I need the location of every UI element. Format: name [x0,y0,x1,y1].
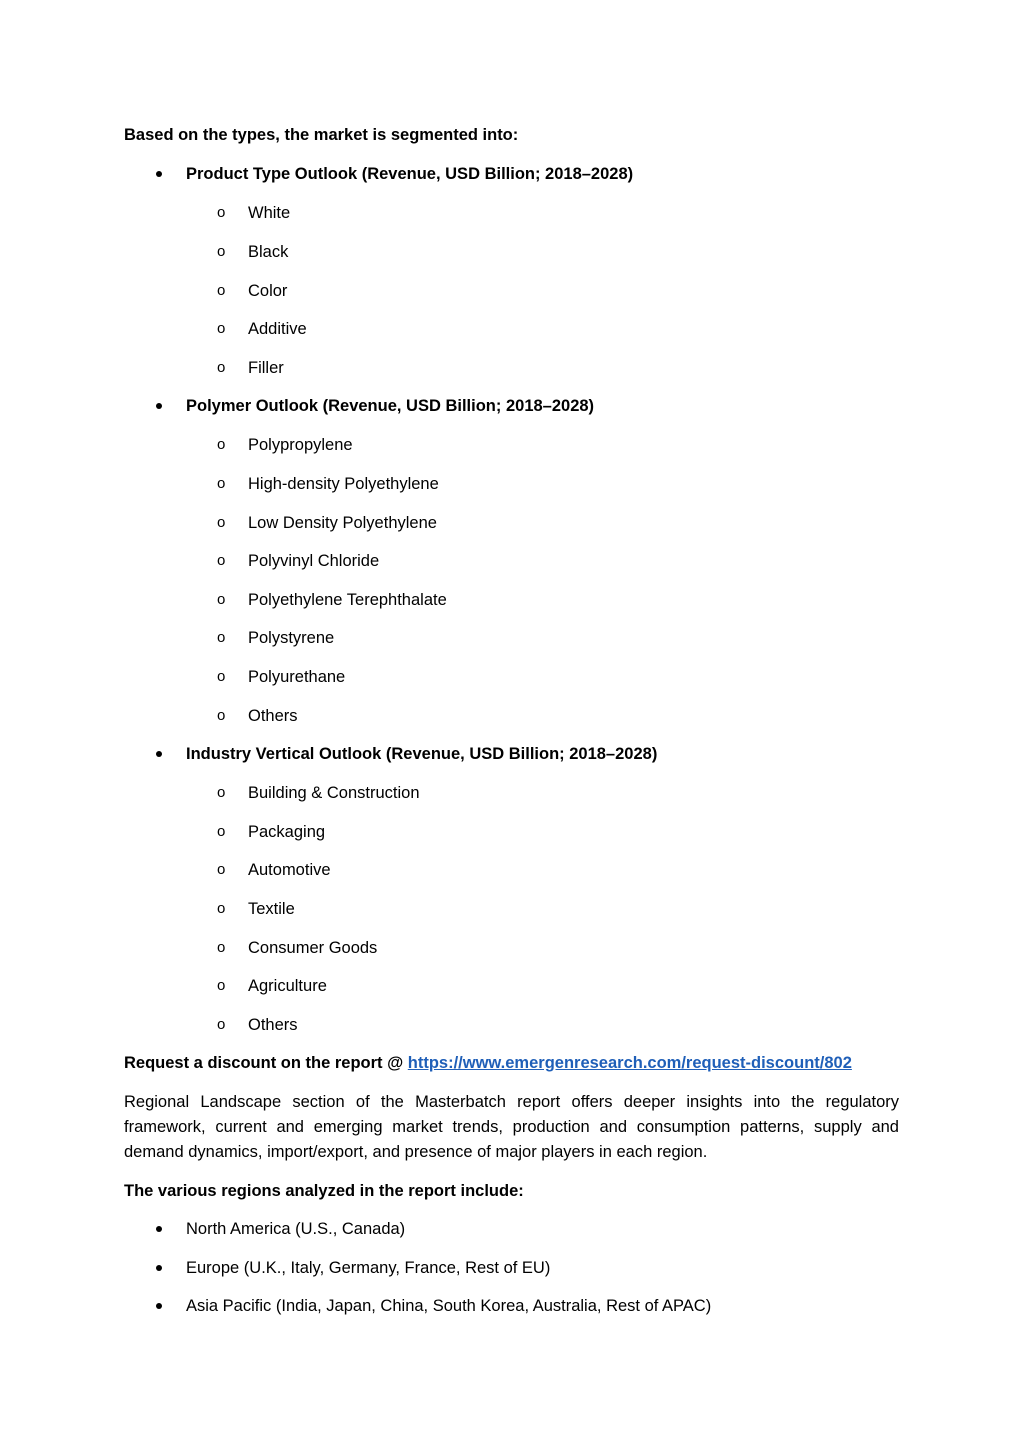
sub-bullet-icon: o [217,668,226,685]
list-item: Additive [248,320,307,338]
list-item: Color [248,282,288,300]
list-item: Black [248,243,289,261]
bullet-dot-icon [156,171,162,177]
bullet-dot-icon [156,751,162,757]
sub-bullet-icon: o [217,939,226,956]
discount-link[interactable]: https://www.emergenresearch.com/request-discount/802 [407,1054,852,1072]
list-item: Textile [248,900,295,918]
sub-bullet-icon: o [217,320,226,337]
bullet-dot-icon [156,1303,162,1309]
list-item: Packaging [248,823,326,841]
bullet-dot-icon [156,403,162,409]
bullet-dot-icon [156,1226,162,1232]
region-item: North America (U.S., Canada) [186,1220,406,1238]
section-title-polymer: Polymer Outlook (Revenue, USD Billion; 2018–2028) [186,397,595,415]
list-item: Polyvinyl Chloride [248,552,380,570]
section-title-product-type: Product Type Outlook (Revenue, USD Billion; 2018–2028) [186,165,634,183]
sub-bullet-icon: o [217,900,226,917]
sub-bullet-icon: o [217,514,226,531]
section-title-industry-vertical: Industry Vertical Outlook (Revenue, USD Billion; 2018–2028) [186,745,658,763]
discount-line [124,1053,852,1073]
sub-bullet-icon: o [217,823,226,840]
sub-bullet-icon: o [217,552,226,569]
list-item: Building & Construction [248,784,420,802]
sub-bullet-icon: o [217,1016,226,1033]
sub-bullet-icon: o [217,204,226,221]
list-item: Polystyrene [248,629,335,647]
sub-bullet-icon: o [217,591,226,608]
bullet-dot-icon [156,1265,162,1271]
list-item: Consumer Goods [248,939,378,957]
list-item: Automotive [248,861,331,879]
list-item: Agriculture [248,977,327,995]
list-item: Filler [248,359,284,377]
intro-heading: Based on the types, the market is segmented into: [124,126,519,144]
sub-bullet-icon: o [217,436,226,453]
list-item: High-density Polyethylene [248,475,439,493]
sub-bullet-icon: o [217,243,226,260]
list-item: Polyethylene Terephthalate [248,591,447,609]
sub-bullet-icon: o [217,475,226,492]
sub-bullet-icon: o [217,861,226,878]
discount-label: Request a discount on the report @ [124,1054,408,1072]
sub-bullet-icon: o [217,977,226,994]
regional-paragraph: Regional Landscape section of the Masterbatch report offers deeper insights into the regulatory framework, current and emerging market trends, production and consumption patterns, supply and demand dynamics, import/export, and presence of major players in each region. [124,1093,899,1161]
sub-bullet-icon: o [217,707,226,724]
sub-bullet-icon: o [217,629,226,646]
region-item: Europe (U.K., Italy, Germany, France, Rest of EU) [186,1259,551,1277]
list-item: Low Density Polyethylene [248,514,437,532]
list-item: Others [248,1016,298,1034]
sub-bullet-icon: o [217,784,226,801]
list-item: Polyurethane [248,668,346,686]
list-item: Polypropylene [248,436,353,454]
sub-bullet-icon: o [217,359,226,376]
list-item: Others [248,707,298,725]
sub-bullet-icon: o [217,282,226,299]
list-item: White [248,204,291,222]
regions-heading: The various regions analyzed in the report include: [124,1182,524,1200]
region-item: Asia Pacific (India, Japan, China, South Korea, Australia, Rest of APAC) [186,1297,712,1315]
